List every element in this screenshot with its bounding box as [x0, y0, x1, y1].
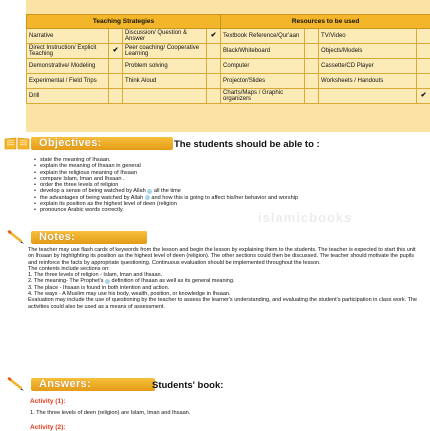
- check-cell: [207, 44, 221, 59]
- honorific-mark-icon: [147, 189, 152, 194]
- list-item: • explain the meaning of Ihsaan in general: [40, 163, 298, 169]
- table-row: [27, 44, 430, 59]
- objectives-list: [40, 157, 298, 214]
- table-cell: Objects/Models: [319, 44, 417, 59]
- check-cell: [207, 89, 221, 104]
- table-cell: Think Aloud: [123, 74, 207, 89]
- list-item: • explain the religious meaning of Ihsaan: [40, 170, 298, 176]
- check-cell: [305, 89, 319, 104]
- honorific-mark-icon: [105, 279, 110, 284]
- objectives-heading: [4, 136, 174, 152]
- check-cell: [305, 59, 319, 74]
- open-book-icon: [4, 136, 30, 150]
- notes-title-text: Notes:: [39, 231, 75, 243]
- pencil-icon: [4, 377, 30, 391]
- check-cell: ✔: [109, 44, 123, 59]
- table-top-strip: [26, 0, 430, 14]
- list-item: • state the meaning of Ihsaan.: [40, 157, 298, 163]
- activity-1-answer: 1. The three levels of deen (religion) are Islam, Iman and Ihsaan.: [30, 410, 190, 416]
- table-row: [27, 29, 430, 44]
- list-item-text: develop a sense of being watched by Allah: [40, 188, 146, 194]
- table-cell: Cassette/CD Player: [319, 59, 417, 74]
- answers-title-text: Answers:: [39, 378, 91, 390]
- list-item: • order the three levels of religion: [40, 182, 298, 188]
- check-cell: ✔: [417, 89, 430, 104]
- check-cell: [109, 29, 123, 44]
- table-cell: [123, 89, 207, 104]
- objectives-subheading: The students should be able to :: [174, 139, 320, 150]
- objectives-title: [31, 137, 173, 150]
- table-cell: TV/Video: [319, 29, 417, 44]
- table-row: [27, 59, 430, 74]
- notes-text: definition of Ihsaan as well as its general meaning.: [112, 278, 235, 284]
- table-row: [27, 89, 430, 104]
- header-teaching-strategies: Teaching Strategies: [27, 15, 221, 29]
- objectives-title-text: Objectives:: [39, 137, 102, 149]
- check-cell: [417, 59, 430, 74]
- notes-paragraph: 1. The three levels of religion - Islam, Iman and Ihsaan.: [28, 272, 420, 278]
- check-cell: [305, 74, 319, 89]
- check-cell: [207, 74, 221, 89]
- list-item-text: the advantages of being watched by Allah: [40, 195, 143, 201]
- list-item-text: and how this is going to affect his/her behavior and worship: [151, 195, 298, 201]
- notes-paragraph: The contents include sections on:: [28, 266, 420, 272]
- table-cell: Peer coaching/ Cooperative Learning: [123, 44, 207, 59]
- check-cell: [305, 29, 319, 44]
- check-cell: [109, 89, 123, 104]
- check-cell: [109, 59, 123, 74]
- notes-title: [31, 231, 147, 244]
- answers-subheading: Students' book:: [152, 380, 223, 391]
- notes-body: [28, 247, 420, 310]
- table-cell: Discussion/ Question & Answer: [123, 29, 207, 44]
- check-cell: [417, 74, 430, 89]
- table-cell: Worksheets / Handouts: [319, 74, 417, 89]
- list-item: • explain its position as the highest level of deen (religion: [40, 201, 298, 207]
- list-item-text: all the time: [154, 188, 181, 194]
- honorific-mark-icon: [145, 195, 150, 200]
- notes-paragraph: 3. The place - Ihsaan is found in both intention and action.: [28, 285, 420, 291]
- check-cell: [417, 44, 430, 59]
- pencil-icon: [4, 230, 30, 244]
- list-item: • pronounce Arabic words correctly.: [40, 207, 298, 213]
- notes-paragraph: The teacher may use flash cards of keywords from the lesson and begin the lesson by explaining them to the students. The teacher is expected to start this unit on Ihsaan by highlighting its position as the highest level of deen (religion). The other sections could then be discussed. The teacher should motivate the pupils and reinforce the facts by appropriate questioning. Continuous evaluation should be implemented throughout the lesson.: [28, 247, 420, 266]
- check-cell: [109, 74, 123, 89]
- table-cell: Problem solving: [123, 59, 207, 74]
- table-cell: Textbook Reference/Qur'aan: [221, 29, 305, 44]
- activity-2-title: Activity (2):: [30, 424, 65, 431]
- check-cell: ✔: [207, 29, 221, 44]
- table-cell: Experimental / Field Trips: [27, 74, 109, 89]
- table-row: [27, 74, 430, 89]
- table-cell: [319, 89, 417, 104]
- activity-1-title: Activity (1):: [30, 398, 65, 405]
- table-cell: Demonstrative/ Modeling: [27, 59, 109, 74]
- notes-paragraph: 4. The ways - A Muslim may use his body, wealth, position, or knowledge in Ihsaan.: [28, 291, 420, 297]
- list-item: • compare Islam, Iman and Ihsaan .: [40, 176, 298, 182]
- table-cell: Direct Instruction/ Explicit Teaching: [27, 44, 109, 59]
- notes-paragraph: Evaluation may include the use of questioning by the teacher to assess the learner's understanding, and evaluating the student's participation in class work. The activities could also be used as a means of assessment.: [28, 297, 420, 310]
- strategies-resources-table: [26, 14, 430, 104]
- answers-title: [31, 378, 155, 391]
- header-resources: Resources to be used: [221, 15, 430, 29]
- watermark: islamicbooks: [258, 210, 352, 225]
- table-cell: Charts/Maps / Graphic organizers: [221, 89, 305, 104]
- table-cell: Projector/Slides: [221, 74, 305, 89]
- check-cell: [417, 29, 430, 44]
- table-cell: Black/Whiteboard: [221, 44, 305, 59]
- table-cell: Drill: [27, 89, 109, 104]
- table-cell: Computer: [221, 59, 305, 74]
- check-cell: [207, 59, 221, 74]
- notes-text: 2. The meaning- The Prophet's: [28, 278, 103, 284]
- strategies-table-panel: [26, 0, 430, 132]
- table-cell: Narrative: [27, 29, 109, 44]
- notes-heading: [4, 230, 144, 246]
- answers-heading: [4, 377, 154, 393]
- check-cell: [305, 44, 319, 59]
